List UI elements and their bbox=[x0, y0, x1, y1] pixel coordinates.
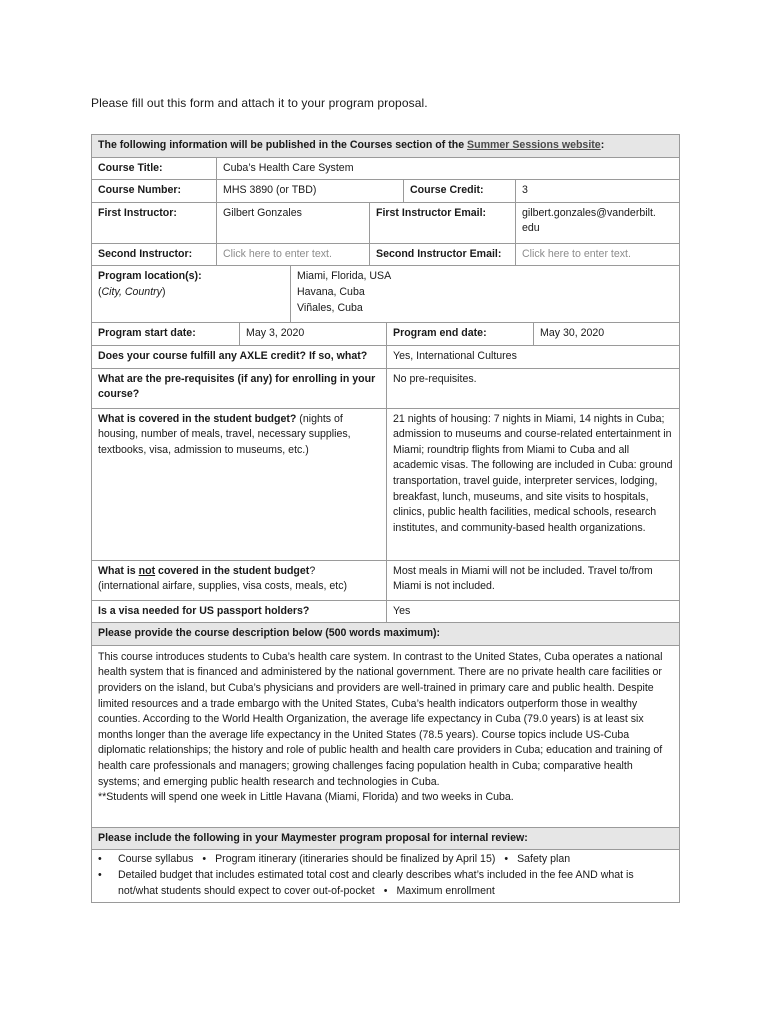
publish-header bbox=[92, 135, 679, 157]
location-value: Viñales, Cuba bbox=[297, 301, 363, 314]
description-header-row bbox=[92, 622, 679, 645]
list-item-enrollment: Maximum enrollment bbox=[396, 884, 495, 897]
course-credit-label: Course Credit: bbox=[403, 180, 515, 202]
location-value: Havana, Cuba bbox=[297, 285, 365, 298]
location-row bbox=[92, 265, 679, 322]
course-number-row bbox=[92, 179, 679, 202]
second-instructor-row bbox=[92, 243, 679, 266]
first-instructor-field[interactable]: Gilbert Gonzales bbox=[216, 203, 369, 243]
axle-field[interactable]: Yes, International Cultures bbox=[386, 346, 679, 368]
first-instructor-row bbox=[92, 202, 679, 243]
location-sublabel-text: City, Country bbox=[101, 285, 162, 298]
covered-label-cell bbox=[92, 409, 386, 560]
visa-field[interactable]: Yes bbox=[386, 601, 679, 623]
publish-header-colon: : bbox=[600, 139, 605, 151]
dates-row bbox=[92, 322, 679, 345]
description-field[interactable] bbox=[92, 646, 679, 827]
first-instructor-email-label: First Instructor Email: bbox=[369, 203, 515, 243]
second-instructor-email-label: Second Instructor Email: bbox=[369, 244, 515, 266]
second-instructor-email-field[interactable]: Click here to enter text. bbox=[515, 244, 679, 266]
prereq-field[interactable]: No pre-requisites. bbox=[386, 369, 679, 408]
location-sublabel-close: ) bbox=[161, 285, 166, 298]
end-date-field[interactable]: May 30, 2020 bbox=[533, 323, 679, 345]
internal-header: Please include the following in your Maymester program proposal for internal review: bbox=[92, 828, 679, 850]
not-covered-label-post: covered in the student budget bbox=[155, 564, 310, 577]
covered-field[interactable]: 21 nights of housing: 7 nights in Miami, 14 nights in Cuba; admission to museums and course-related entertainment in Miami; roundtrip flights from Miami to Cuba and all academic visas. The following are included in Cuba: ground transportation, travel guide, interpreter services, lodging, breakfast, lunch, museums, and site visits to hospitals, clinics, public health facilities, medical schools, research institutes, and community-based health organizations. bbox=[386, 409, 679, 560]
not-covered-label-not: not bbox=[138, 564, 156, 577]
list-item-budget bbox=[118, 868, 673, 899]
internal-list-row bbox=[92, 849, 679, 902]
first-instructor-email-field[interactable] bbox=[515, 203, 679, 243]
covered-label: What is covered in the student budget? bbox=[98, 412, 297, 425]
not-covered-row bbox=[92, 560, 679, 600]
description-note: **Students will spend one week in Little Havana (Miami, Florida) and two weeks in Cuba. bbox=[98, 791, 514, 804]
not-covered-field[interactable]: Most meals in Miami will not be included. Travel to/from Miami is not included. bbox=[386, 561, 679, 600]
location-value: Miami, Florida, USA bbox=[297, 270, 392, 283]
list-item-safety: Safety plan bbox=[517, 853, 571, 866]
location-label: Program location(s): bbox=[98, 270, 202, 283]
location-label-cell bbox=[92, 266, 290, 322]
second-instructor-field[interactable]: Click here to enter text. bbox=[216, 244, 369, 266]
covered-row bbox=[92, 408, 679, 560]
course-title-label: Course Title: bbox=[98, 161, 163, 174]
description-header: Please provide the course description below (500 words maximum): bbox=[92, 623, 679, 645]
location-sublabel bbox=[98, 285, 284, 301]
bullet: • bbox=[383, 884, 388, 897]
description-row bbox=[92, 645, 679, 827]
start-date-label: Program start date: bbox=[98, 327, 196, 340]
visa-row bbox=[92, 600, 679, 623]
publish-header-text: The following information will be published in the Courses section of the bbox=[98, 139, 468, 151]
course-info-form bbox=[91, 134, 680, 903]
prereq-label: What are the pre-requisites (if any) for enrolling in your course? bbox=[98, 372, 376, 401]
not-covered-label-detail: (international airfare, supplies, visa costs, meals, etc) bbox=[98, 580, 348, 593]
location-field[interactable] bbox=[290, 266, 679, 322]
prereq-row bbox=[92, 368, 679, 408]
list-item-syllabus: Course syllabus bbox=[118, 853, 194, 866]
list-item-itinerary: Program itinerary (itineraries should be finalized by April 15) bbox=[215, 853, 496, 866]
covered-label-detail: (nights of housing, number of meals, travel, necessary supplies, textbooks, visa, admission to museums, etc.) bbox=[98, 412, 351, 456]
first-email-line2: edu bbox=[522, 222, 540, 235]
bullet: • bbox=[202, 853, 207, 866]
course-title-field[interactable]: Cuba’s Health Care System bbox=[216, 158, 679, 180]
list-item bbox=[98, 852, 673, 868]
list-item-budget-text: Detailed budget that includes estimated total cost and clearly describes what’s included in the fee AND what is not/what students should expect to cover out-of-pocket bbox=[118, 868, 634, 897]
start-date-field[interactable]: May 3, 2020 bbox=[239, 323, 386, 345]
not-covered-label-cell bbox=[92, 561, 386, 600]
course-number-label: Course Number: bbox=[98, 184, 181, 197]
bullet: • bbox=[98, 853, 102, 866]
summer-sessions-link[interactable]: Summer Sessions website bbox=[467, 139, 601, 151]
course-credit-field[interactable]: 3 bbox=[515, 180, 679, 202]
list-item bbox=[98, 868, 673, 899]
visa-label: Is a visa needed for US passport holders? bbox=[98, 604, 310, 617]
bullet: • bbox=[504, 853, 509, 866]
course-number-field[interactable]: MHS 3890 (or TBD) bbox=[216, 180, 403, 202]
location-sublabel-open: ( bbox=[98, 285, 102, 298]
internal-list bbox=[92, 850, 679, 902]
publish-header-row bbox=[92, 135, 679, 157]
first-email-line1: gilbert.gonzales@vanderbilt. bbox=[522, 206, 656, 219]
intro-text: Please fill out this form and attach it to your program proposal. bbox=[91, 96, 428, 110]
second-instructor-label: Second Instructor: bbox=[98, 247, 193, 260]
course-title-row bbox=[92, 157, 679, 180]
not-covered-label-pre: What is bbox=[98, 564, 139, 577]
not-covered-label-q: ? bbox=[309, 564, 316, 577]
bullet: • bbox=[98, 868, 102, 881]
internal-header-row bbox=[92, 827, 679, 850]
axle-row bbox=[92, 345, 679, 368]
end-date-label: Program end date: bbox=[386, 323, 533, 345]
axle-label: Does your course fulfill any AXLE credit? If so, what? bbox=[98, 349, 368, 362]
description-body: This course introduces students to Cuba’s health care system. In contrast to the United States, Cuba operates a national health system that is financed and administered by the national government. There are no private health care facilities or providers on the island, but Cuba’s physicians and providers are well-trained in primary care and public health. Despite limited resources and a trade embargo with the United States, Cuba’s health indicators outperform those in wealthy counties. According to the World Health Organization, the average life expectancy in Cuba (79.0 years) is at least six months longer than the average life expectancy in the United States (78.5 years). Course topics include US-Cuba diplomatic relationships; the history and role of public health and health care providers in Cuba; education and training of health care professionals and managers; growing challenges facing population health in Cuba; comparative health systems; and emerging public health research and technologies in Cuba. bbox=[98, 650, 663, 788]
first-instructor-label: First Instructor: bbox=[98, 206, 177, 219]
